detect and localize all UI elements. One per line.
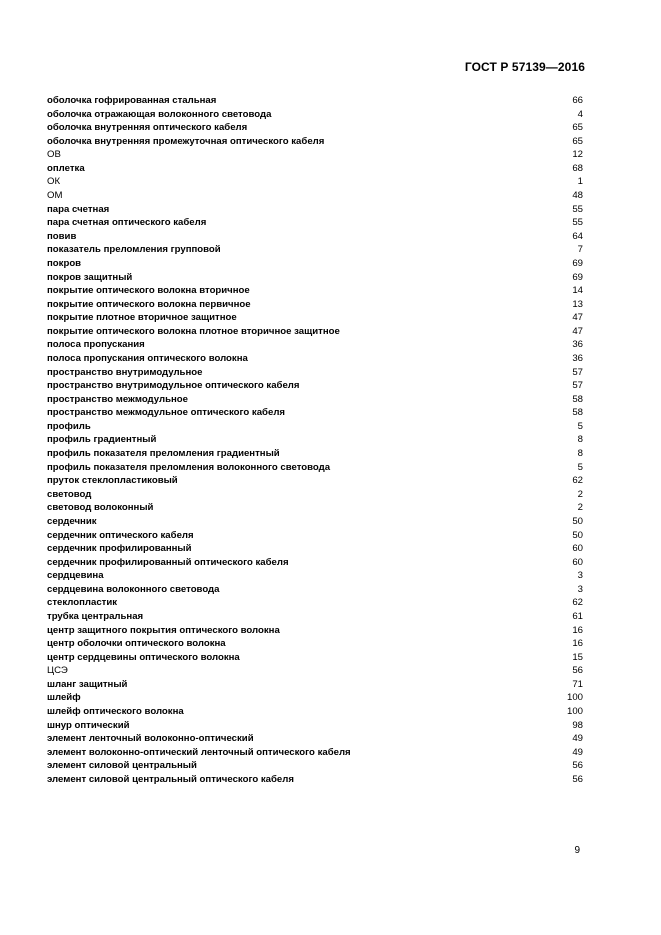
index-page-ref: 55 — [572, 217, 583, 229]
index-page-ref: 71 — [572, 678, 583, 690]
index-page-ref: 66 — [572, 95, 583, 106]
index-term: ЦСЭ — [47, 665, 68, 677]
index-entry — [47, 447, 583, 461]
index-entry — [47, 501, 583, 515]
index-page-ref: 50 — [572, 529, 583, 541]
index-page-ref: 2 — [577, 488, 583, 500]
index-entry — [47, 366, 583, 380]
index-entry — [47, 393, 583, 407]
index-entry — [47, 216, 583, 230]
index-entry — [47, 719, 583, 733]
index-term: покров — [47, 257, 82, 269]
index-term: ОВ — [47, 149, 61, 161]
index-entry — [47, 189, 583, 203]
index-page-ref: 14 — [572, 285, 583, 297]
index-page-ref: 16 — [572, 638, 583, 650]
index-term: повив — [47, 230, 77, 242]
index-term: сердцевина — [47, 570, 104, 582]
index-entry — [47, 162, 583, 176]
index-entry — [47, 705, 583, 719]
index-page-ref: 3 — [577, 570, 583, 582]
index-page-ref: 8 — [577, 434, 583, 446]
index-term: световод волоконный — [47, 502, 154, 514]
index-page-ref: 7 — [577, 244, 583, 256]
index-page-ref: 49 — [572, 746, 583, 758]
index-term: полоса пропускания оптического волокна — [47, 352, 248, 364]
index-entry — [47, 325, 583, 339]
index-term: пара счетная оптического кабеля — [47, 217, 207, 229]
index-page-ref: 47 — [572, 312, 583, 324]
index-page-ref: 69 — [572, 257, 583, 269]
index-entry — [47, 596, 583, 610]
index-entry — [47, 461, 583, 475]
index-term: центр оболочки оптического волокна — [47, 638, 226, 650]
index-page-ref: 57 — [572, 380, 583, 392]
index-term: покрытие оптического волокна плотное вторичное защитное — [47, 325, 340, 337]
index-term: оплетка — [47, 162, 85, 174]
index-page-ref: 100 — [566, 692, 583, 704]
alphabetical-term-index — [47, 94, 583, 786]
index-term: трубка центральная — [47, 610, 144, 622]
index-entry — [47, 406, 583, 420]
index-term: элемент волоконно-оптический ленточный оптического кабеля — [47, 746, 351, 758]
index-term: сердечник оптического кабеля — [47, 529, 194, 541]
index-entry — [47, 556, 583, 570]
index-term: шнур оптический — [47, 719, 130, 731]
index-page-ref: 49 — [572, 733, 583, 745]
index-term: сердечник — [47, 515, 97, 527]
index-term: покрытие оптического волокна вторичное — [47, 285, 250, 297]
index-entry — [47, 488, 583, 502]
index-page-ref: 57 — [572, 366, 583, 378]
index-entry — [47, 203, 583, 217]
index-term: пруток стеклопластиковый — [47, 475, 178, 487]
index-term: световод — [47, 488, 92, 500]
index-entry — [47, 284, 583, 298]
index-entry — [47, 271, 583, 285]
index-page-ref: 65 — [572, 135, 583, 147]
index-term: профиль градиентный — [47, 434, 157, 446]
index-page-ref: 64 — [572, 230, 583, 242]
document-standard-header: ГОСТ Р 57139—2016 — [464, 60, 585, 74]
index-page-ref: 2 — [577, 502, 583, 514]
index-entry — [47, 773, 583, 787]
index-term: пространство межмодульное оптического кабеля — [47, 407, 286, 419]
index-page-ref: 62 — [572, 597, 583, 609]
index-term: пространство межмодульное — [47, 393, 188, 405]
index-entry — [47, 664, 583, 678]
index-page-ref: 48 — [572, 190, 583, 202]
index-term: покров защитный — [47, 271, 133, 283]
index-page-ref: 61 — [572, 610, 583, 622]
index-page-ref: 4 — [577, 108, 583, 120]
index-page-ref: 50 — [572, 515, 583, 527]
index-term: ОК — [47, 176, 61, 188]
index-page-ref: 5 — [577, 461, 583, 473]
index-term: элемент силовой центральный оптического кабеля — [47, 773, 294, 785]
index-entry — [47, 338, 583, 352]
index-term: шланг защитный — [47, 678, 128, 690]
index-entry — [47, 311, 583, 325]
index-entry — [47, 610, 583, 624]
index-page-ref: 5 — [577, 420, 583, 432]
index-entry — [47, 148, 583, 162]
index-term: профиль — [47, 420, 91, 432]
index-page-ref: 56 — [572, 760, 583, 772]
index-term: элемент ленточный волоконно-оптический — [47, 733, 254, 745]
index-page-ref: 58 — [572, 393, 583, 405]
index-entry — [47, 257, 583, 271]
index-page-ref: 56 — [572, 773, 583, 785]
index-page-ref: 58 — [572, 407, 583, 419]
index-term: профиль показателя преломления волоконного световода — [47, 461, 331, 473]
index-entry — [47, 583, 583, 597]
index-page-ref: 8 — [577, 448, 583, 460]
index-entry — [47, 732, 583, 746]
index-entry — [47, 108, 583, 122]
index-term: профиль показателя преломления градиентный — [47, 448, 280, 460]
index-page-ref: 68 — [572, 162, 583, 174]
index-entry — [47, 529, 583, 543]
index-page-ref: 47 — [572, 325, 583, 337]
index-entry — [47, 569, 583, 583]
index-page-ref: 36 — [572, 352, 583, 364]
index-term: покрытие плотное вторичное защитное — [47, 312, 237, 324]
index-page-ref: 13 — [572, 298, 583, 310]
index-term: сердцевина волоконного световода — [47, 583, 220, 595]
index-entry — [47, 230, 583, 244]
index-page-ref: 56 — [572, 665, 583, 677]
index-term: сердечник профилированный оптического кабеля — [47, 556, 289, 568]
index-page-ref: 16 — [572, 624, 583, 636]
index-page-ref: 55 — [572, 203, 583, 215]
page-number: 9 — [574, 845, 580, 856]
index-page-ref: 1 — [577, 176, 583, 188]
index-page-ref: 60 — [572, 543, 583, 555]
index-page-ref: 69 — [572, 271, 583, 283]
index-page-ref: 98 — [572, 719, 583, 731]
index-page-ref: 100 — [566, 706, 583, 718]
index-page-ref: 12 — [572, 149, 583, 161]
index-term: пространство внутримодульное оптического кабеля — [47, 380, 300, 392]
index-term: оболочка внутренняя промежуточная оптического кабеля — [47, 135, 325, 147]
index-term: оболочка внутренняя оптического кабеля — [47, 122, 248, 134]
index-page-ref: 15 — [572, 651, 583, 663]
index-page-ref: 3 — [577, 583, 583, 595]
index-term: сердечник профилированный — [47, 543, 192, 555]
index-entry — [47, 298, 583, 312]
index-term: центр сердцевины оптического волокна — [47, 651, 240, 663]
index-entry — [47, 420, 583, 434]
index-entry — [47, 651, 583, 665]
index-term: оболочка отражающая волоконного световода — [47, 108, 272, 120]
index-entry — [47, 352, 583, 366]
index-entry — [47, 175, 583, 189]
index-term: пара счетная — [47, 203, 110, 215]
index-entry — [47, 746, 583, 760]
index-entry — [47, 624, 583, 638]
index-entry — [47, 474, 583, 488]
index-term: центр защитного покрытия оптического волокна — [47, 624, 280, 636]
index-term: пространство внутримодульное — [47, 366, 203, 378]
index-entry — [47, 135, 583, 149]
index-entry — [47, 678, 583, 692]
index-entry — [47, 515, 583, 529]
index-term: оболочка гофрированная стальная — [47, 95, 217, 106]
index-term: стеклопластик — [47, 597, 118, 609]
index-entry — [47, 433, 583, 447]
index-term: показатель преломления групповой — [47, 244, 221, 256]
index-entry — [47, 94, 583, 108]
index-entry — [47, 243, 583, 257]
index-entry — [47, 759, 583, 773]
index-term: покрытие оптического волокна первичное — [47, 298, 251, 310]
index-term: шлейф оптического волокна — [47, 706, 184, 718]
index-term: шлейф — [47, 692, 81, 704]
index-page-ref: 65 — [572, 122, 583, 134]
index-term: полоса пропускания — [47, 339, 145, 351]
index-page-ref: 36 — [572, 339, 583, 351]
index-entry — [47, 379, 583, 393]
index-term: элемент силовой центральный — [47, 760, 197, 772]
index-entry — [47, 637, 583, 651]
index-entry — [47, 121, 583, 135]
index-page-ref: 62 — [572, 475, 583, 487]
index-page-ref: 60 — [572, 556, 583, 568]
index-term: ОМ — [47, 190, 63, 202]
index-entry — [47, 542, 583, 556]
index-entry — [47, 691, 583, 705]
